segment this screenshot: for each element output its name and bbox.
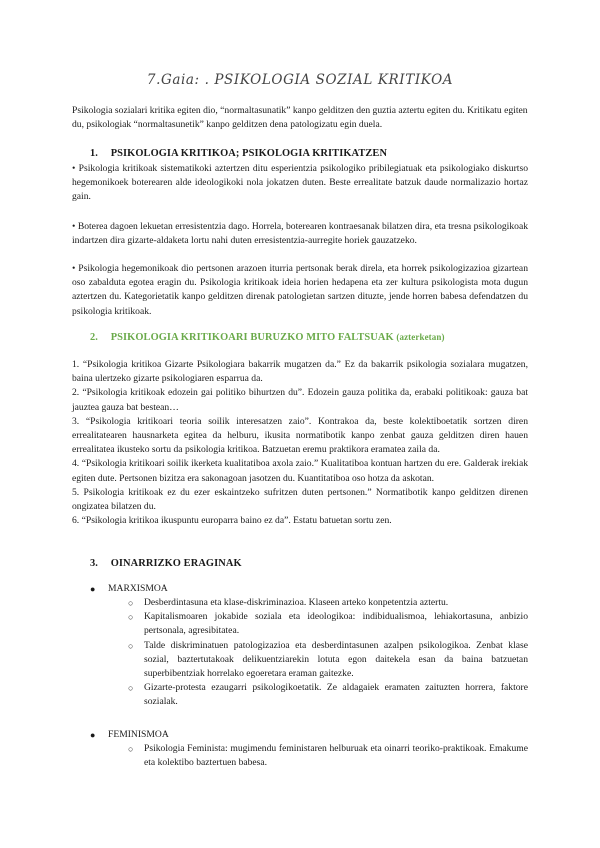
sub-list-item bbox=[90, 639, 528, 682]
myth-item: 4. “Psikologia kritikoari soilik ikerketa kualitatiboa axola zaio.” Kualitatiboa kontuan hartzen du ere. Galderak irekiak egiten dute. Pertsonen bizitza era sakonagoan jasotzen du. Kuantitatiboa oso hotza da askotan. bbox=[72, 458, 528, 484]
sub-list-item bbox=[90, 610, 528, 638]
section-1-paragraph: • Psikologia kritikoak sistematikoki aztertzen ditu esperientzia psikologiko pribilegiatuak eta psikologiako diskurtso hegemonikoek boterearen alde ideologikoki nola jokatzen duten. Beste errealitate batzuk daude normalizazio hortaz gain. bbox=[72, 163, 528, 203]
sub-list-item-text: Kapitalismoaren jokabide soziala eta ideologikoa: indibidualismoa, lehiakortasuna, anbizio pertsonala, agresibitatea. bbox=[144, 611, 528, 637]
influence-group-title: FEMINISMOA bbox=[108, 729, 169, 740]
section-2-number: 2. bbox=[90, 332, 98, 343]
bullet-circle-icon: ○ bbox=[128, 744, 134, 754]
bullet-circle-icon: ○ bbox=[128, 640, 134, 651]
sub-list-item bbox=[90, 681, 528, 709]
influence-sub-list bbox=[90, 596, 528, 710]
section-2-subheading: (azterketan) bbox=[396, 332, 445, 342]
sub-list-item-text: Desberdintasuna eta klase-diskriminazioa. Klaseen arteko konpetentzia aztertu. bbox=[144, 597, 449, 608]
section-1-number: 1. bbox=[90, 148, 98, 159]
bullet-dot-icon: ● bbox=[90, 730, 96, 740]
myth-item: 3. “Psikologia kritikoari teoria soilik interesatzen zaio”. Kontrakoa da, beste kolektiboetatik sortzen diren errealitatearen hausnarketa egitea da helburu, ikusita normatibotik kanpo zenbat gauza gelditzen diren hauen errealitatea ikusteko sortu da psikologia kritikoa. Batzuetan eremu praktikora eramatea zaila da. bbox=[72, 415, 528, 456]
sub-list-item-text: Gizarte-protesta ezaugarri psikologikoetatik. Ze aldagaiek eramaten zaituzten horrera, faktore sozialak. bbox=[144, 682, 528, 708]
bullet-circle-icon: ○ bbox=[128, 612, 134, 623]
myth-item: 2. “Psikologia kritikoak edozein gai politiko bihurtzen du”. Edozein gauza politika da, erabaki politikoak: gauza bat jauztea gauza bat bestean… bbox=[72, 387, 528, 413]
influence-sub-list bbox=[90, 742, 528, 770]
section-1-heading bbox=[90, 148, 387, 159]
influence-group-title: MARXISMOA bbox=[108, 583, 168, 594]
section-2-heading bbox=[90, 332, 445, 343]
sub-list-item bbox=[90, 596, 528, 610]
influence-group-label bbox=[90, 728, 528, 742]
influence-group-marxismoa bbox=[90, 582, 528, 710]
bullet-circle-icon: ○ bbox=[128, 683, 134, 694]
influence-group-label bbox=[90, 582, 528, 596]
sub-list-item-text: Talde diskriminatuen patologizazioa eta desberdintasunen azalpen psikologikoa. Zenbat klase sozial, baztertutakoak delikuentziarekin lotuta egon daitekela esan da baina batzuetan superbibentziak horrelako egoeretara eraman gaitezke. bbox=[144, 639, 528, 680]
section-1-paragraph: • Boterea dagoen lekuetan erresistentzia dago. Horrela, boterearen kontraesanak bilatzen dira, eta tresna psikologikoak indartzen dira gizarte-aldaketa lortu nahi duten erresistentzia-aurregite horiek gauzatzeko. bbox=[72, 221, 528, 247]
section-2-title: PSIKOLOGIA KRITIKOARI BURUZKO MITO FALTSUAK bbox=[110, 332, 394, 343]
myths-list bbox=[72, 358, 528, 528]
intro-paragraph: Psikologia sozialari kritika egiten dio, “normaltasunatik” kanpo gelditzen den guztia aztertu egiten du. Kritikatu egiten du, psikologiak “normaltasunetik” kanpo gelditzen dena patologizatu egin duela. bbox=[72, 105, 528, 130]
myth-item: 5. Psikologia kritikoak ez du ezer eskaintzeko sufritzen duten pertsonen.” Normatibotik kanpo gelditzen direnen ongizatea bilatzen du. bbox=[72, 486, 528, 513]
section-3-title: OINARRIZKO ERAGINAK bbox=[110, 558, 242, 569]
influence-group-feminismoa bbox=[90, 728, 528, 770]
sub-list-item-text: Psikologia Feminista: mugimendu feministaren helburuak eta oinarri teoriko-praktikoak. Emakume eta kolektibo baztertuen babesa. bbox=[144, 743, 528, 769]
myth-item: 6. “Psikologia kritikoa ikuspuntu europarra baino ez da”. Estatu batuetan sortu zen. bbox=[72, 515, 392, 527]
sub-list-item bbox=[90, 742, 528, 770]
section-3-heading bbox=[90, 558, 242, 569]
section-1-title: PSIKOLOGIA KRITIKOA; PSIKOLOGIA KRITIKATZEN bbox=[110, 148, 388, 159]
section-1-paragraph: • Psikologia hegemonikoak dio pertsonen arazoen iturria pertsonak berak direla, eta horrek psikologizazioa gizartean oso zabalduta egotea eragin du. Psikologia kritikoak ideia horien hedapena eta zer kultura psikologista mota dugun aztertzen du. Kategorietatik kanpo gelditzen direnak patologietan sartzen dituzte, jende horren babesa defendatzen du psikologia kritikoak. bbox=[72, 263, 528, 317]
bullet-dot-icon: ● bbox=[90, 584, 96, 594]
bullet-circle-icon: ○ bbox=[128, 598, 134, 608]
myth-item: 1. “Psikologia kritikoa Gizarte Psikologiara bakarrik mugatzen da.” Ez da bakarrik psikologia sozialara mugatzen, baina ulertzeko gizarte psikologiaren esparrua da. bbox=[72, 359, 528, 385]
section-3-number: 3. bbox=[90, 558, 98, 569]
document-title: 7.Gaia: . PSIKOLOGIA SOZIAL KRITIKOA bbox=[146, 72, 454, 88]
